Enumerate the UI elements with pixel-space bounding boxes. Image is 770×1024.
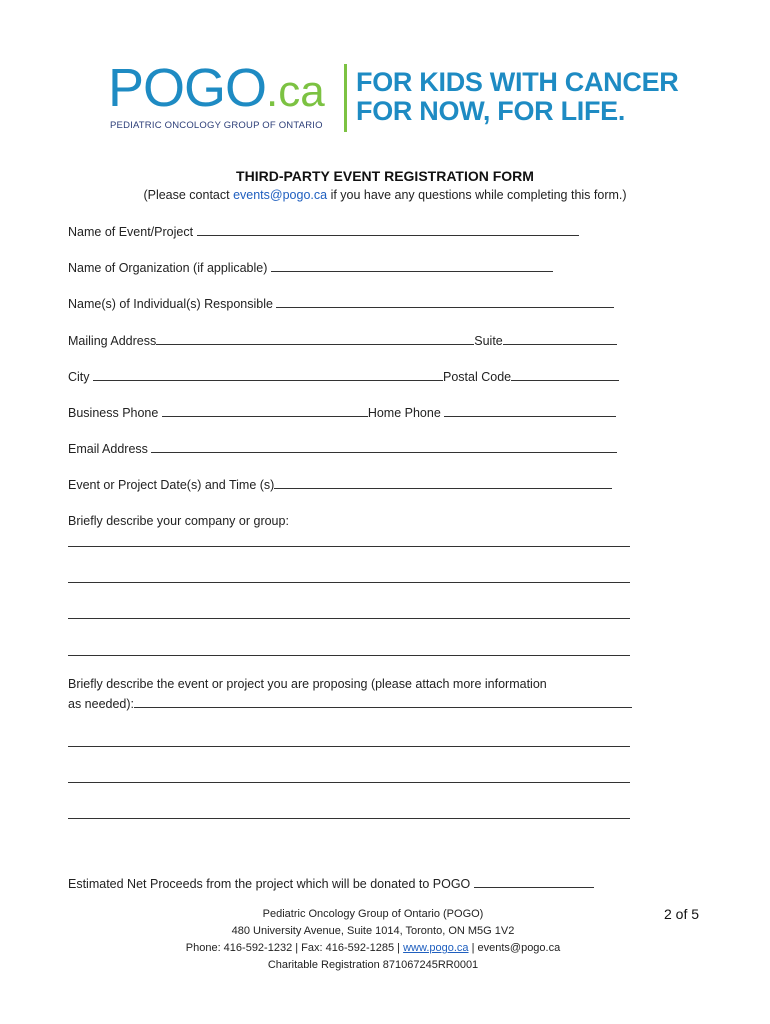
input-postal-code[interactable] [511, 369, 619, 381]
field-describe-company [68, 514, 289, 528]
field-organization [68, 260, 553, 275]
footer-address: 480 University Avenue, Suite 1014, Toronto, ON M5G 1V2 [231, 925, 515, 937]
field-city [68, 369, 619, 384]
pogo-logo [108, 58, 679, 140]
label-postal-code: Postal Code [443, 370, 512, 384]
label-mailing-address: Mailing Address [68, 334, 157, 348]
logo-tagline [356, 68, 678, 126]
footer-charity-registration: Charitable Registration 871067245RR0001 [267, 959, 479, 971]
input-home-phone[interactable] [444, 405, 616, 417]
label-city: City [68, 370, 90, 384]
label-business-phone: Business Phone [68, 406, 159, 420]
label-individuals: Name(s) of Individual(s) Responsible [68, 297, 273, 311]
input-dates[interactable] [274, 477, 612, 489]
contact-email-link[interactable]: events@pogo.ca [233, 188, 328, 202]
input-business-phone[interactable] [162, 405, 368, 417]
company-description-line-4[interactable] [68, 655, 630, 656]
logo-pogo-text: POGO [108, 58, 267, 118]
input-individuals[interactable] [276, 296, 614, 308]
logo-divider [344, 64, 347, 132]
subtitle-text-start: (Please contact [143, 188, 234, 202]
input-event-name[interactable] [197, 224, 579, 236]
label-dates: Event or Project Date(s) and Time (s) [68, 478, 275, 492]
field-describe-event-cont [68, 696, 632, 711]
company-description-line-3[interactable] [68, 618, 630, 619]
input-city[interactable] [93, 369, 443, 381]
page-number: 2 of 5 [664, 906, 700, 922]
event-description-line-1[interactable] [68, 746, 630, 747]
logo-wordmark [108, 60, 325, 120]
label-describe-event-line-2: as needed): [68, 697, 135, 711]
field-event-name [68, 224, 579, 239]
label-suite: Suite [474, 334, 503, 348]
page-footer [0, 906, 746, 974]
subtitle-text-end: if you have any questions while completing this form.) [327, 188, 627, 202]
footer-email: | events@pogo.ca [468, 942, 561, 954]
field-phones [68, 405, 616, 420]
label-describe-company: Briefly describe your company or group: [68, 514, 289, 528]
label-organization: Name of Organization (if applicable) [68, 261, 268, 275]
field-individuals [68, 296, 614, 311]
field-dates [68, 477, 612, 492]
field-email [68, 441, 617, 456]
tagline-line-1: FOR KIDS WITH CANCER [356, 67, 679, 97]
field-net-proceeds [68, 876, 594, 891]
input-suite[interactable] [503, 333, 617, 345]
input-organization[interactable] [271, 260, 553, 272]
footer-org-name: Pediatric Oncology Group of Ontario (POGO) [262, 908, 484, 920]
input-email[interactable] [151, 441, 617, 453]
logo-domain-text: .ca [266, 67, 325, 116]
field-mailing-address [68, 333, 617, 348]
label-event-name: Name of Event/Project [68, 225, 194, 239]
label-email: Email Address [68, 442, 148, 456]
footer-phone-fax: Phone: 416-592-1232 | Fax: 416-592-1285 | [185, 942, 404, 954]
logo-org-line: PEDIATRIC ONCOLOGY GROUP OF ONTARIO [110, 120, 323, 131]
tagline-line-2: FOR NOW, FOR LIFE. [356, 96, 626, 126]
company-description-line-1[interactable] [68, 546, 630, 547]
label-home-phone: Home Phone [367, 406, 441, 420]
form-subtitle [0, 188, 770, 202]
field-describe-event [68, 677, 547, 691]
input-event-description[interactable] [134, 696, 632, 708]
company-description-line-2[interactable] [68, 582, 630, 583]
input-net-proceeds[interactable] [474, 876, 594, 888]
input-mailing-address[interactable] [156, 333, 474, 345]
form-title: THIRD-PARTY EVENT REGISTRATION FORM [236, 168, 534, 184]
event-description-line-2[interactable] [68, 782, 630, 783]
event-description-line-3[interactable] [68, 818, 630, 819]
label-net-proceeds: Estimated Net Proceeds from the project which will be donated to POGO [68, 877, 471, 891]
footer-website-link[interactable]: www.pogo.ca [403, 942, 469, 954]
footer-contact [0, 940, 746, 957]
label-describe-event-line-1: Briefly describe the event or project you are proposing (please attach more information [68, 677, 547, 691]
